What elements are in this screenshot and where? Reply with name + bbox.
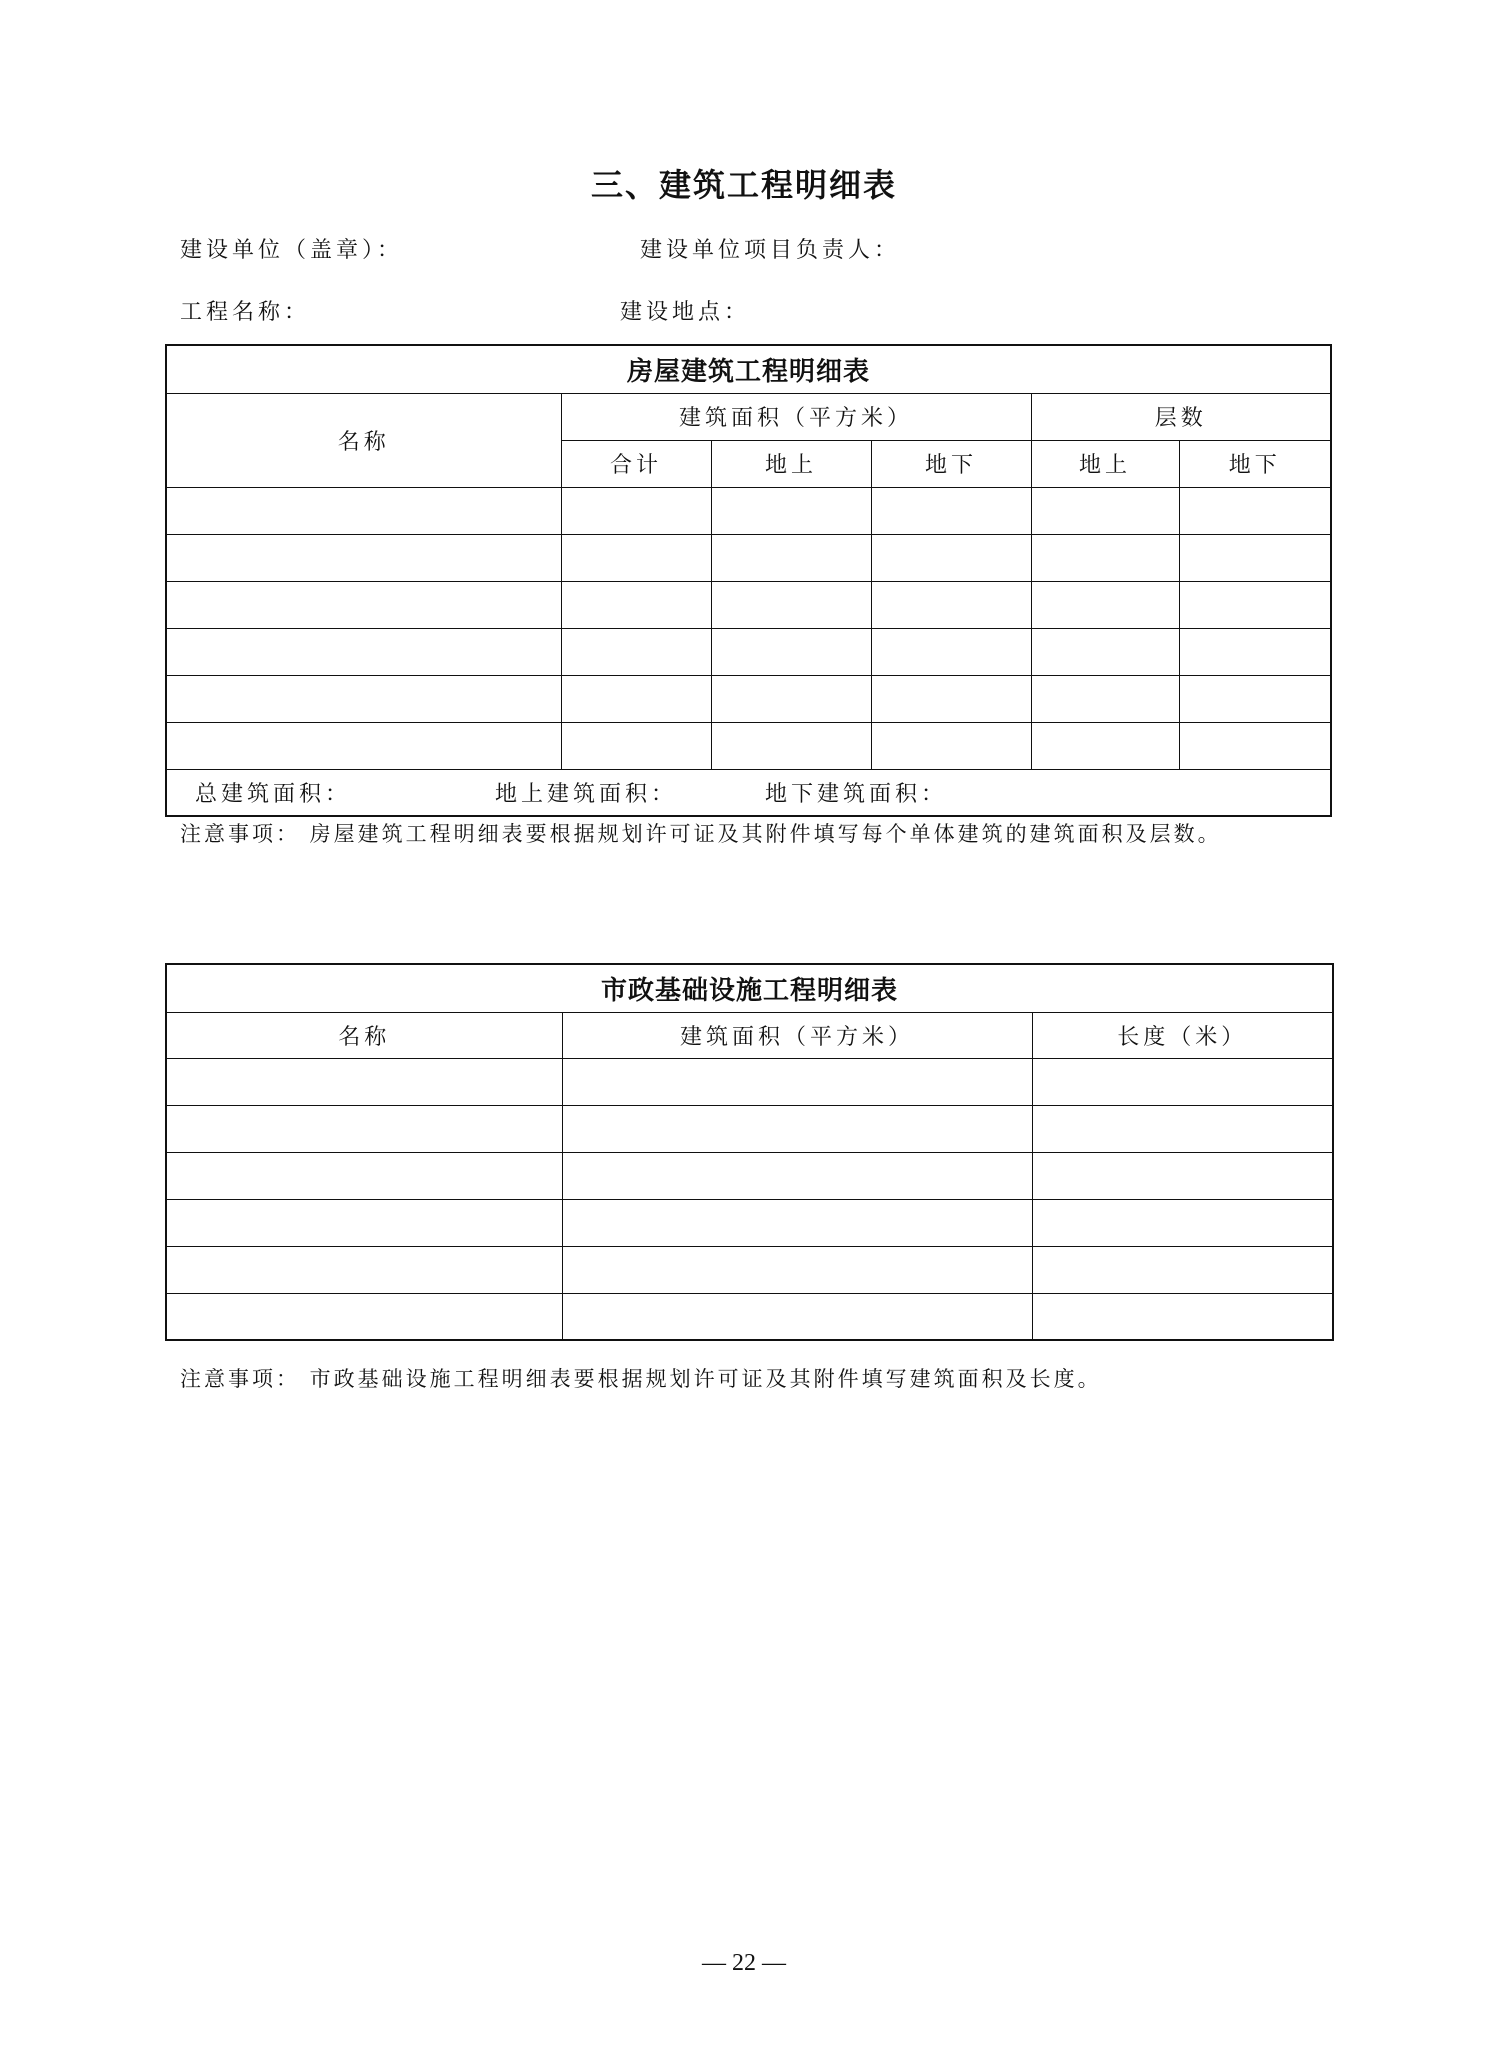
header-name: 名称 (166, 393, 561, 487)
table-cell[interactable] (1031, 628, 1179, 675)
table-row (166, 1199, 1333, 1246)
table-cell[interactable] (1179, 722, 1331, 769)
housing-table (165, 344, 1332, 817)
table-cell[interactable] (871, 581, 1031, 628)
table-row (166, 675, 1331, 722)
table-cell[interactable] (561, 675, 711, 722)
table-cell[interactable] (562, 1293, 1032, 1340)
header-name: 名称 (166, 1012, 562, 1058)
table-cell[interactable] (1032, 1199, 1333, 1246)
below-area-label: 地下建筑面积： (765, 781, 948, 807)
table-cell[interactable] (711, 722, 871, 769)
table-cell[interactable] (1032, 1152, 1333, 1199)
table-cell[interactable] (1031, 581, 1179, 628)
table-cell[interactable] (1031, 675, 1179, 722)
total-area-label: 总建筑面积： (195, 781, 352, 807)
table-cell[interactable] (561, 581, 711, 628)
table-row (166, 534, 1331, 581)
table-cell[interactable] (562, 1058, 1032, 1105)
table-cell[interactable] (711, 628, 871, 675)
page-number: — 22 — (702, 1950, 786, 1976)
construction-unit-label: 建设单位（盖章）： (180, 238, 404, 263)
table-cell[interactable] (561, 628, 711, 675)
table-cell[interactable] (562, 1105, 1032, 1152)
table-cell[interactable] (1179, 534, 1331, 581)
table-cell[interactable] (166, 1152, 562, 1199)
municipal-table-title: 市政基础设施工程明细表 (166, 964, 1333, 1012)
table-cell[interactable] (166, 628, 561, 675)
table-cell[interactable] (562, 1246, 1032, 1293)
table-cell[interactable] (166, 581, 561, 628)
table-cell[interactable] (871, 628, 1031, 675)
table-cell[interactable] (166, 534, 561, 581)
table-cell[interactable] (166, 675, 561, 722)
table-cell[interactable] (1179, 628, 1331, 675)
header-area: 建筑面积（平方米） (561, 393, 1031, 440)
table-row (166, 1152, 1333, 1199)
table-cell[interactable] (166, 1246, 562, 1293)
header-area: 建筑面积（平方米） (562, 1012, 1032, 1058)
header-area-below: 地下 (871, 440, 1031, 487)
table-cell[interactable] (711, 581, 871, 628)
table-cell[interactable] (1031, 534, 1179, 581)
table-cell[interactable] (871, 534, 1031, 581)
table-cell[interactable] (166, 1199, 562, 1246)
housing-note: 注意事项： 房屋建筑工程明细表要根据规划许可证及其附件填写每个单体建筑的建筑面积及层数。 (180, 822, 1222, 846)
table-cell[interactable] (711, 534, 871, 581)
table-cell[interactable] (1032, 1293, 1333, 1340)
table-cell[interactable] (871, 722, 1031, 769)
header-area-above: 地上 (711, 440, 871, 487)
table-cell[interactable] (561, 534, 711, 581)
table-cell[interactable] (166, 1293, 562, 1340)
table-cell[interactable] (1032, 1105, 1333, 1152)
table-row (166, 1246, 1333, 1293)
table-cell[interactable] (1179, 581, 1331, 628)
table-cell[interactable] (1179, 675, 1331, 722)
table-cell[interactable] (1032, 1246, 1333, 1293)
table-cell[interactable] (1031, 722, 1179, 769)
table-cell[interactable] (561, 487, 711, 534)
table-cell[interactable] (1032, 1058, 1333, 1105)
table-row (166, 487, 1331, 534)
table-row (166, 1058, 1333, 1105)
municipal-note: 注意事项： 市政基础设施工程明细表要根据规划许可证及其附件填写建筑面积及长度。 (180, 1367, 1102, 1391)
housing-table-title: 房屋建筑工程明细表 (166, 345, 1331, 393)
table-row (166, 581, 1331, 628)
table-cell[interactable] (166, 1105, 562, 1152)
above-area-label: 地上建筑面积： (495, 781, 678, 807)
header-length: 长度（米） (1032, 1012, 1333, 1058)
project-leader-label: 建设单位项目负责人： (640, 238, 901, 263)
header-floors: 层数 (1031, 393, 1331, 440)
table-row (166, 722, 1331, 769)
header-total: 合计 (561, 440, 711, 487)
table-row (166, 628, 1331, 675)
project-name-label: 工程名称： (180, 300, 311, 325)
table-cell[interactable] (711, 675, 871, 722)
table-cell[interactable] (871, 675, 1031, 722)
page-title: 三、建筑工程明细表 (590, 166, 897, 204)
table-cell[interactable] (166, 722, 561, 769)
table-row (166, 1293, 1333, 1340)
table-cell[interactable] (1031, 487, 1179, 534)
table-cell[interactable] (1179, 487, 1331, 534)
table-cell[interactable] (166, 1058, 562, 1105)
table-cell[interactable] (871, 487, 1031, 534)
totals-row (166, 769, 1331, 816)
header-floors-above: 地上 (1031, 440, 1179, 487)
table-cell[interactable] (166, 487, 561, 534)
table-row (166, 1105, 1333, 1152)
table-cell[interactable] (561, 722, 711, 769)
header-floors-below: 地下 (1179, 440, 1331, 487)
table-cell[interactable] (562, 1152, 1032, 1199)
location-label: 建设地点： (620, 300, 751, 325)
table-cell[interactable] (562, 1199, 1032, 1246)
municipal-table (165, 963, 1334, 1341)
table-cell[interactable] (711, 487, 871, 534)
